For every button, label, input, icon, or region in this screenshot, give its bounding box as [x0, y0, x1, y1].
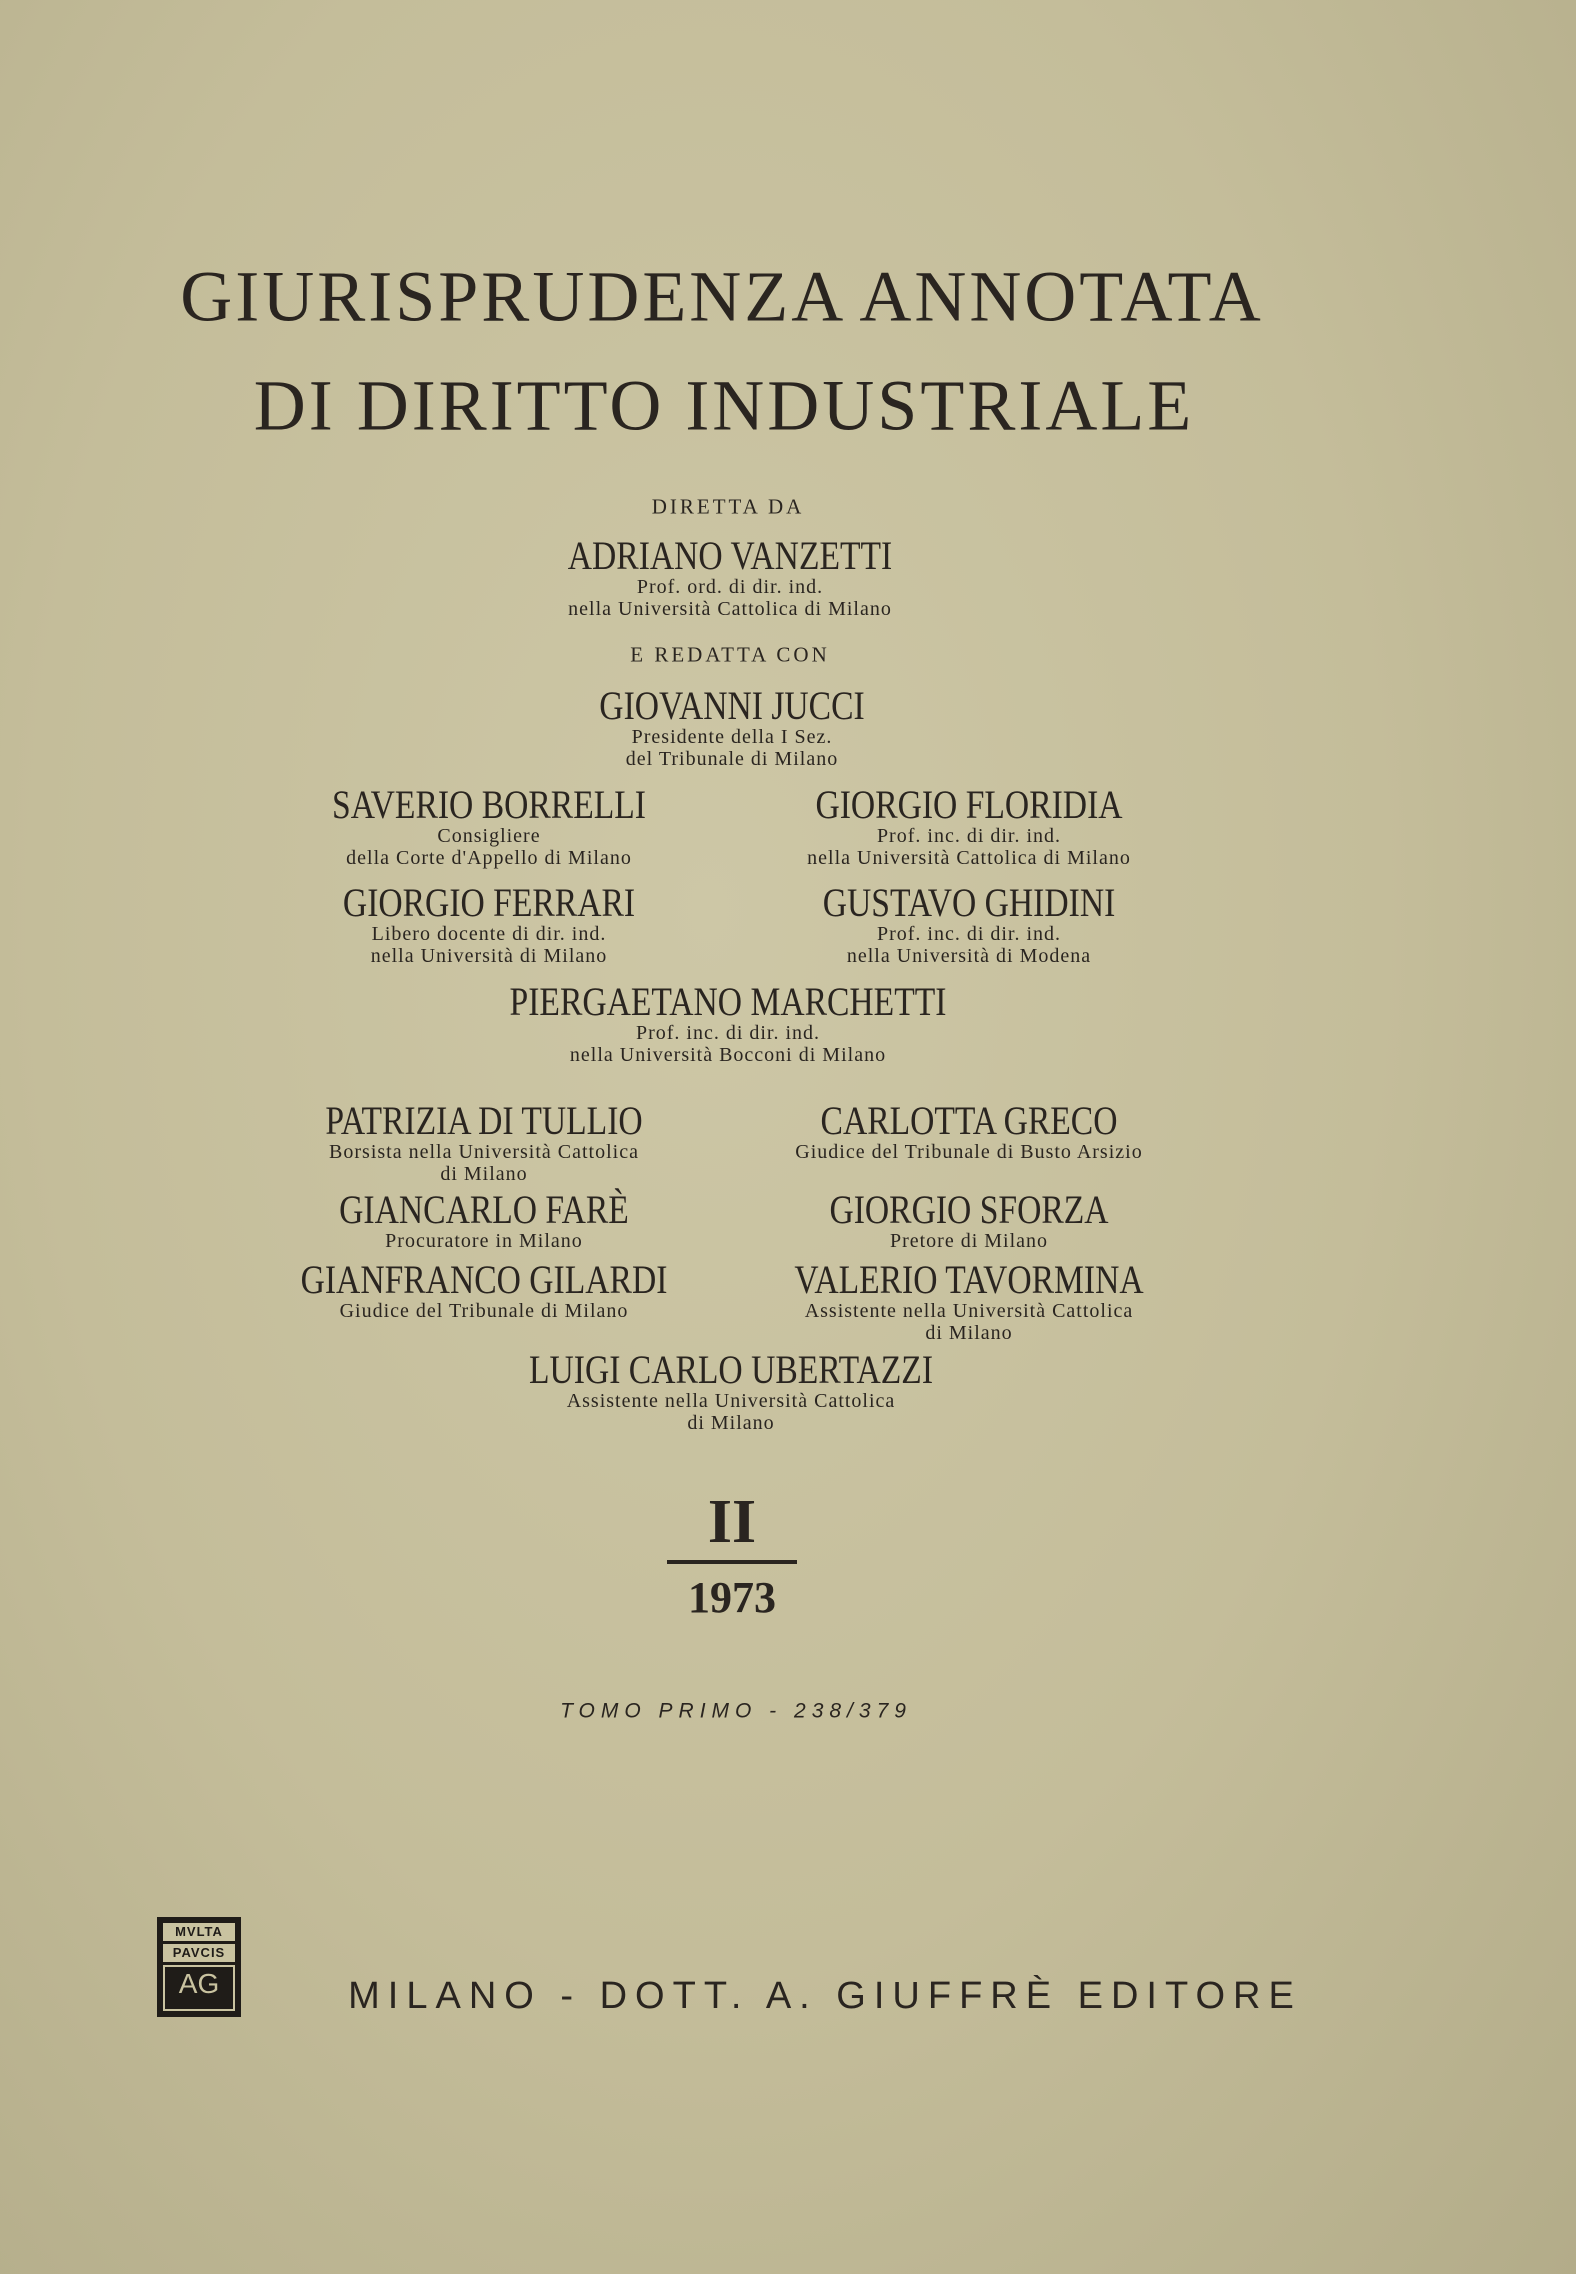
editor-block	[302, 782, 676, 869]
editor-line: nella Università di Milano	[370, 945, 608, 967]
contributor-name: PATRIZIA DI TULLIO	[325, 1098, 643, 1143]
logo-line: PAVCIS	[163, 1944, 235, 1962]
editor-line: Presidente della I Sez.	[631, 726, 833, 748]
contributor-block	[761, 1257, 1177, 1344]
editor-line: Prof. inc. di dir. ind.	[876, 923, 1062, 945]
editor-name: GIOVANNI JUCCI	[599, 683, 865, 728]
editor-block	[795, 880, 1143, 967]
title-line-2: DI DIRITTO INDUSTRIALE	[253, 365, 1195, 446]
editor-line: Prof. inc. di dir. ind.	[876, 825, 1062, 847]
logo-line: AG	[163, 1965, 235, 2011]
editor-line: nella Università Cattolica di Milano	[807, 847, 1131, 869]
editor-line: del Tribunale di Milano	[625, 748, 839, 770]
editor-line: della Corte d'Appello di Milano	[346, 847, 632, 869]
editor-line: Libero docente di dir. ind.	[371, 923, 607, 945]
contributor-name: GIANFRANCO GILARDI	[300, 1257, 668, 1302]
contributor-line: Pretore di Milano	[889, 1230, 1049, 1252]
year: 1973	[688, 1572, 776, 1622]
contributor-name: CARLOTTA GRECO	[820, 1098, 1118, 1143]
director-line: Prof. ord. di dir. ind.	[636, 576, 824, 598]
tomo-label: TOMO PRIMO - 238/379	[560, 1699, 912, 1723]
contributor-block	[792, 1098, 1145, 1163]
divider-rule	[667, 1560, 797, 1564]
editor-line: Prof. inc. di dir. ind.	[635, 1022, 821, 1044]
directed-label: DIRETTA DA	[651, 494, 805, 519]
title-line-1: GIURISPRUDENZA ANNOTATA	[180, 256, 1264, 337]
contributor-block	[803, 1187, 1135, 1252]
contributor-name: VALERIO TAVORMINA	[794, 1257, 1144, 1302]
editor-block	[786, 782, 1152, 869]
editor-line: nella Università di Modena	[846, 945, 1092, 967]
contributor-name: GIORGIO SFORZA	[829, 1187, 1109, 1232]
contributor-name: LUIGI CARLO UBERTAZZI	[528, 1347, 934, 1392]
contributor-line: Giudice del Tribunale di Busto Arsizio	[795, 1141, 1143, 1163]
editor-name: GIORGIO FERRARI	[342, 880, 636, 925]
volume-number: II	[707, 1487, 757, 1556]
logo-line: MVLTA	[163, 1923, 235, 1941]
contributor-line: Assistente nella Università Cattolica	[566, 1390, 896, 1412]
contributor-block	[266, 1257, 703, 1322]
director-line: nella Università Cattolica di Milano	[568, 598, 892, 620]
contributor-line: di Milano	[925, 1322, 1013, 1344]
editor-name: GUSTAVO GHIDINI	[822, 880, 1116, 925]
contributor-block	[312, 1187, 657, 1252]
publisher-line: MILANO - DOTT. A. GIUFFRÈ EDITORE	[348, 1975, 1302, 2018]
edited-label: E REDATTA CON	[630, 642, 830, 667]
editor-block	[315, 880, 663, 967]
contributor-name: GIANCARLO FARÈ	[339, 1187, 629, 1232]
editor-name: GIORGIO FLORIDIA	[815, 782, 1123, 827]
editor-line: Consigliere	[437, 825, 541, 847]
editor-line: nella Università Bocconi di Milano	[569, 1044, 887, 1066]
editor-name: PIERGAETANO MARCHETTI	[509, 979, 947, 1024]
contributor-line: Assistente nella Università Cattolica	[804, 1300, 1134, 1322]
editor-block	[574, 683, 890, 770]
director-name: ADRIANO VANZETTI	[567, 533, 893, 578]
publisher-logo-icon	[157, 1917, 241, 2017]
contributor-block	[491, 1347, 972, 1434]
editor-name: SAVERIO BORRELLI	[332, 782, 646, 827]
director-block	[537, 533, 923, 620]
contributor-line: di Milano	[687, 1412, 775, 1434]
editor-block	[468, 979, 988, 1066]
contributor-line: Giudice del Tribunale di Milano	[339, 1300, 629, 1322]
contributor-line: Borsista nella Università Cattolica	[329, 1141, 639, 1163]
contributor-line: di Milano	[440, 1163, 528, 1185]
contributor-line: Procuratore in Milano	[385, 1230, 583, 1252]
contributor-block	[295, 1098, 673, 1185]
